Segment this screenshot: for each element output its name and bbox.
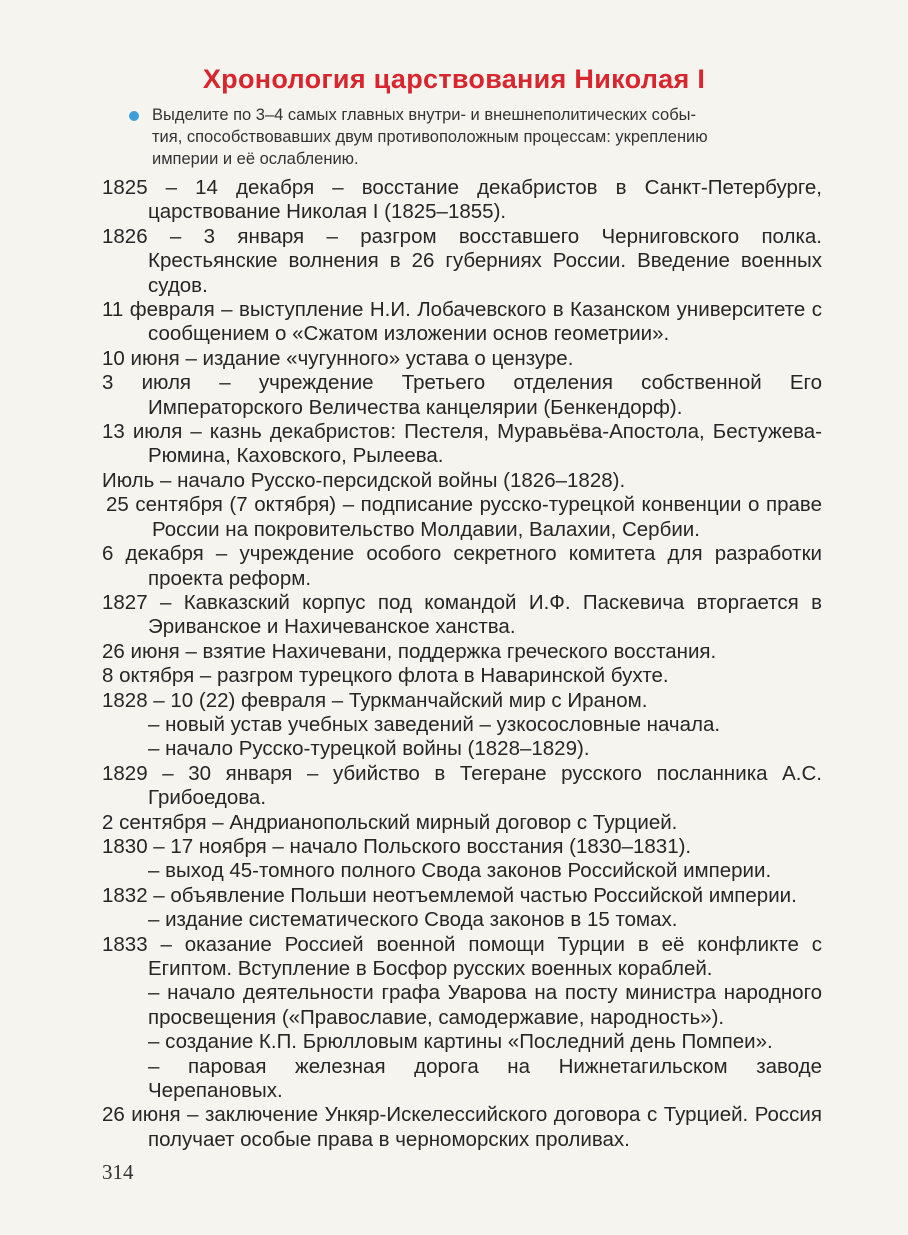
chronology-subentry: – создание К.П. Брюлловым картины «Последний день Помпеи». xyxy=(148,1030,773,1054)
chronology-entry: 3 июля – учреждение Третьего отделения собственной Его Императорского Величества канцелярии (Бенкендорф). xyxy=(102,371,822,419)
task-line: тия, способствовавших двум противоположным процессам: укреплению xyxy=(152,128,708,146)
chronology-entry: 1828 – 10 (22) февраля – Туркманчайский мир с Ираном. xyxy=(102,688,648,712)
chronology-subentry: – выход 45-томного полного Свода законов Российской империи. xyxy=(148,859,772,883)
chronology-entry: 1833 – оказание Россией военной помощи Турции в её конфликте с Египтом. Вступление в Босфор русских военных кораблей. xyxy=(102,932,822,980)
chronology-entry: 26 июня – взятие Нахичевани, поддержка греческого восстания. xyxy=(102,639,717,663)
chronology-entry: 1830 – 17 ноября – начало Польского восстания (1830–1831). xyxy=(102,834,692,858)
chronology-entry: 1826 – 3 января – разгром восставшего Черниговского полка. Крестьянские волнения в 26 губерниях России. Введение военных судов. xyxy=(102,224,822,297)
chronology-entry: 1829 – 30 января – убийство в Тегеране русского посланника А.С. Грибоедова. xyxy=(102,761,822,810)
task-line: Выделите по 3–4 самых главных внутри- и внешнеполитических собы- xyxy=(152,106,697,124)
bullet-icon xyxy=(129,111,139,121)
task-instruction xyxy=(152,104,832,170)
chronology-entry: 25 сентября (7 октября) – подписание русско-турецкой конвенции о праве России на покровительство Молдавии, Валахии, Сербии. xyxy=(106,493,822,541)
chronology-subentry: – новый устав учебных заведений – узкосословные начала. xyxy=(148,712,721,736)
chronology-entry: 1832 – объявление Польши неотъемлемой частью Российской империи. xyxy=(102,883,797,907)
chronology-entry: 2 сентября – Андрианопольский мирный договор с Турцией. xyxy=(102,810,678,834)
chronology-subentry: – начало Русско-турецкой войны (1828–1829). xyxy=(148,737,590,761)
chronology-entry: 26 июня – заключение Ункяр-Искелессийского договора с Турцией. Россия получает особые права в черноморских проливах. xyxy=(102,1103,822,1151)
chronology-entry: 1825 – 14 декабря – восстание декабристов в Санкт-Петербурге, царствование Николая I (1825–1855). xyxy=(102,176,822,224)
page-title: Хронология царствования Николая I xyxy=(202,64,706,94)
chronology-entry: 13 июля – казнь декабристов: Пестеля, Муравьёва-Апостола, Бестужева-Рюмина, Каховского, Рылеева. xyxy=(102,420,822,468)
chronology-entry: 6 декабря – учреждение особого секретного комитета для разработки проекта реформ. xyxy=(102,542,822,590)
chronology-subentry: – издание систематического Свода законов в 15 томах. xyxy=(148,908,678,932)
chronology-subentry: – паровая железная дорога на Нижнетагильском заводе Черепановых. xyxy=(148,1054,822,1103)
page-number: 314 xyxy=(102,1160,134,1184)
chronology-entry: 8 октября – разгром турецкого флота в Наваринской бухте. xyxy=(102,664,669,688)
chronology-entry: 1827 – Кавказский корпус под командой И.Ф. Паскевича вторгается в Эриванское и Нахичеванское ханства. xyxy=(102,590,822,639)
chronology-entry: 11 февраля – выступление Н.И. Лобачевского в Казанском университете с сообщением о «Сжатом изложении основ геометрии». xyxy=(102,298,822,346)
chronology-subentry: – начало деятельности графа Уварова на посту министра народного просвещения («Православие, самодержавие, народность»). xyxy=(148,981,822,1029)
chronology-entry: Июль – начало Русско-персидской войны (1826–1828). xyxy=(102,468,626,492)
chronology-entry: 10 июня – издание «чугунного» устава о цензуре. xyxy=(102,346,574,370)
task-line: империи и её ослаблению. xyxy=(152,150,359,168)
chronology-list xyxy=(102,176,822,1152)
